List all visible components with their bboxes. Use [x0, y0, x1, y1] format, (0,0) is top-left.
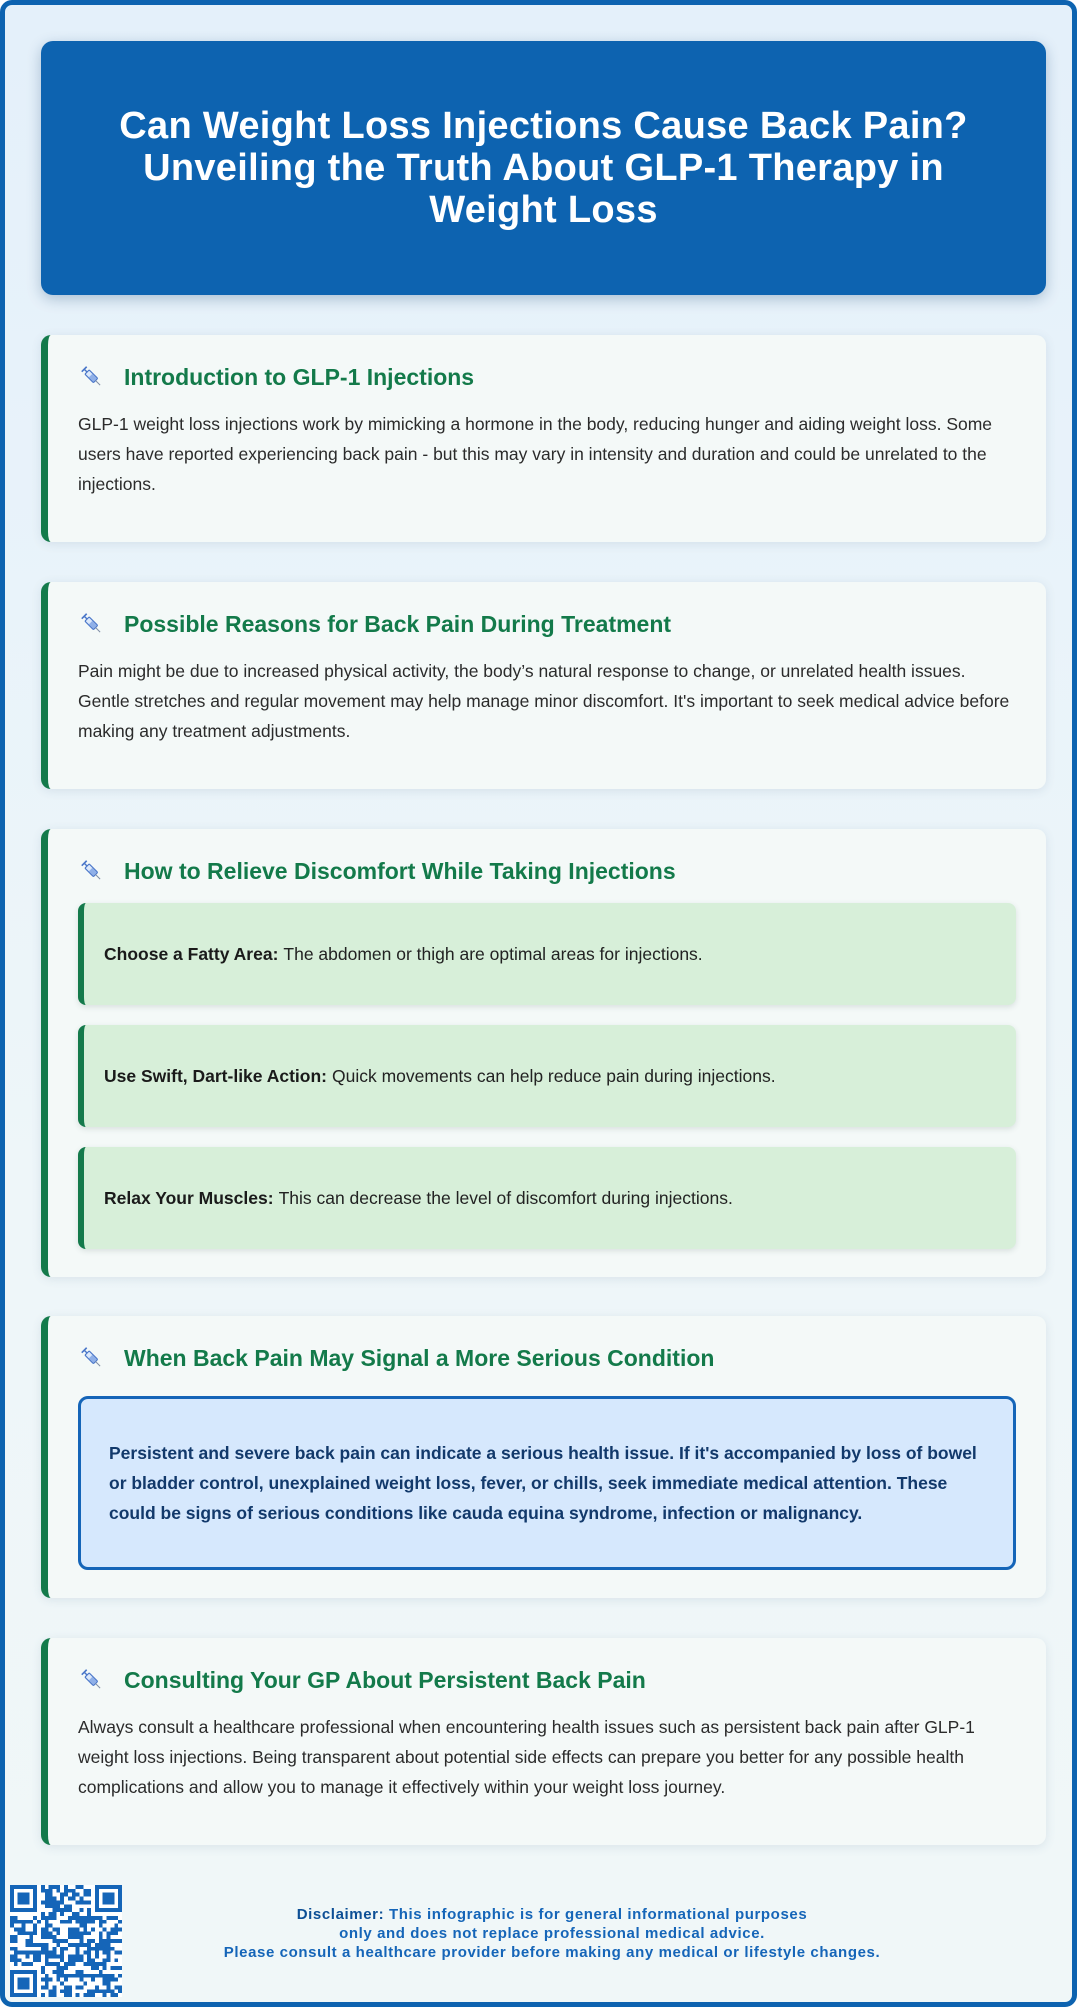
disclaimer-line: only and does not replace professional medical advice.: [339, 1925, 765, 1942]
syringe-icon: [80, 1668, 104, 1692]
tip-item: [78, 1025, 1016, 1127]
disclaimer-line: This infographic is for general informational purposes: [388, 1906, 808, 1923]
section-relieve-discomfort: [41, 829, 1046, 1277]
tip-text: The abdomen or thigh are optimal areas for injections.: [283, 943, 703, 964]
section-title: Possible Reasons for Back Pain During Treatment: [124, 610, 672, 637]
tip-item: [78, 903, 1016, 1005]
syringe-icon: [80, 1346, 104, 1370]
section-consulting-gp: [41, 1638, 1046, 1845]
section-title: How to Relieve Discomfort While Taking Injections: [124, 857, 676, 884]
section-serious-condition: [41, 1316, 1046, 1598]
tip-label: Use Swift, Dart-like Action:: [104, 1065, 327, 1086]
section-introduction: [41, 335, 1046, 542]
section-possible-reasons: [41, 582, 1046, 789]
tip-label: Relax Your Muscles:: [104, 1187, 274, 1208]
tip-item: [78, 1147, 1016, 1249]
tip-text: This can decrease the level of discomfort during injections.: [278, 1187, 733, 1208]
page-title: Can Weight Loss Injections Cause Back Pain? Unveiling the Truth About GLP-1 Therapy in Weight Loss: [119, 105, 968, 231]
syringe-icon: [80, 365, 104, 389]
section-body: GLP-1 weight loss injections work by mimicking a hormone in the body, reducing hunger and aiding weight loss. Some users have reported experiencing back pain - but this may vary in intensity and duration and could be unrelated to the injections.: [78, 414, 993, 494]
disclaimer-line: Please consult a healthcare provider before making any medical or lifestyle changes.: [223, 1944, 881, 1961]
footer: [10, 1885, 1067, 1997]
warning-alert: Persistent and severe back pain can indicate a serious health issue. If it's accompanied by loss of bowel or bladder control, unexplained weight loss, fever, or chills, seek immediate medical attention. These could be signs of serious conditions like cauda equina syndrome, infection or malignancy.: [78, 1396, 1016, 1570]
section-body: Pain might be due to increased physical activity, the body’s natural response to change, or unrelated health issues. Gentle stretches and regular movement may help manage minor discomfort. It's important to seek medical advice before making any treatment adjustments.: [78, 661, 1010, 741]
disclaimer: [122, 1905, 982, 1962]
tip-label: Choose a Fatty Area:: [104, 943, 279, 964]
page-header: [41, 41, 1046, 295]
section-title: Consulting Your GP About Persistent Back Pain: [124, 1666, 646, 1693]
tip-text: Quick movements can help reduce pain during injections.: [332, 1065, 776, 1086]
qr-code[interactable]: [10, 1885, 122, 1997]
syringe-icon: [80, 859, 104, 883]
section-title: When Back Pain May Signal a More Serious Condition: [124, 1344, 715, 1371]
section-body: Always consult a healthcare professional when encountering health issues such as persistent back pain after GLP-1 weight loss injections. Being transparent about potential side effects can prepare you better for any possible health complications and allow you to manage it effectively within your weight loss journey.: [78, 1717, 975, 1797]
disclaimer-label: Disclaimer:: [296, 1906, 385, 1923]
section-title: Introduction to GLP-1 Injections: [124, 363, 475, 390]
syringe-icon: [80, 612, 104, 636]
